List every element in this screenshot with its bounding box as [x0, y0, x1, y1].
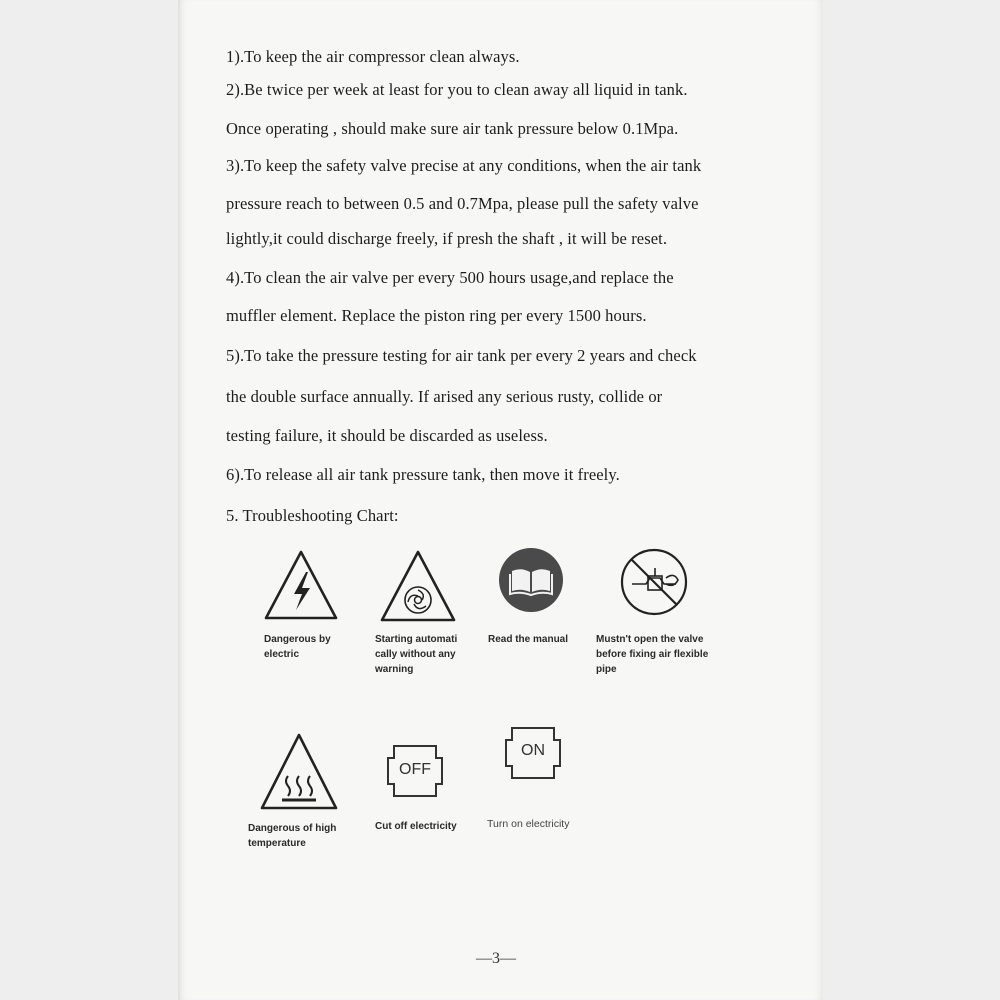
instruction-1: 1).To keep the air compressor clean always.	[226, 47, 520, 66]
read-manual-icon	[498, 547, 564, 613]
page-number: —3—	[476, 950, 516, 967]
instruction-3b: pressure reach to between 0.5 and 0.7Mpa, please pull the safety valve	[226, 194, 699, 213]
auto-start-warning-icon	[378, 546, 458, 626]
instruction-2a: 2).Be twice per week at least for you to clean away all liquid in tank.	[226, 80, 688, 99]
instruction-5a: 5).To take the pressure testing for air tank per every 2 years and check	[226, 346, 697, 365]
power-on-icon	[502, 724, 564, 782]
instruction-4a: 4).To clean the air valve per every 500 hours usage,and replace the	[226, 268, 674, 287]
auto-start-caption: Starting automati cally without any warning	[375, 634, 458, 675]
instruction-4b: muffler element. Replace the piston ring per every 1500 hours.	[226, 306, 647, 325]
on-label: ON	[521, 742, 545, 759]
instruction-3a: 3).To keep the safety valve precise at any conditions, when the air tank	[226, 156, 702, 175]
section-heading: 5. Troubleshooting Chart:	[226, 506, 399, 525]
no-valve-opening-icon	[618, 546, 690, 618]
on-caption: Turn on electricity	[487, 818, 570, 830]
electric-caption: Dangerous by electric	[264, 634, 331, 660]
power-off-icon	[384, 742, 446, 800]
instruction-2b: Once operating , should make sure air tank pressure below 0.1Mpa.	[226, 119, 679, 138]
instruction-6: 6).To release all air tank pressure tank, then move it freely.	[226, 465, 620, 484]
off-caption: Cut off electricity	[375, 821, 457, 832]
off-label: OFF	[399, 761, 431, 778]
manual-caption: Read the manual	[488, 634, 569, 645]
instruction-5b: the double surface annually. If arised any serious rusty, collide or	[226, 387, 663, 406]
valve-caption: Mustn't open the valve before fixing air flexible pipe	[596, 634, 709, 675]
electric-hazard-icon	[262, 546, 340, 624]
instruction-5c: testing failure, it should be discarded as useless.	[226, 426, 548, 445]
heat-caption: Dangerous of high temperature	[248, 823, 337, 849]
high-temperature-icon	[258, 730, 340, 812]
instruction-3c: lightly,it could discharge freely, if presh the shaft , it will be reset.	[226, 229, 668, 248]
